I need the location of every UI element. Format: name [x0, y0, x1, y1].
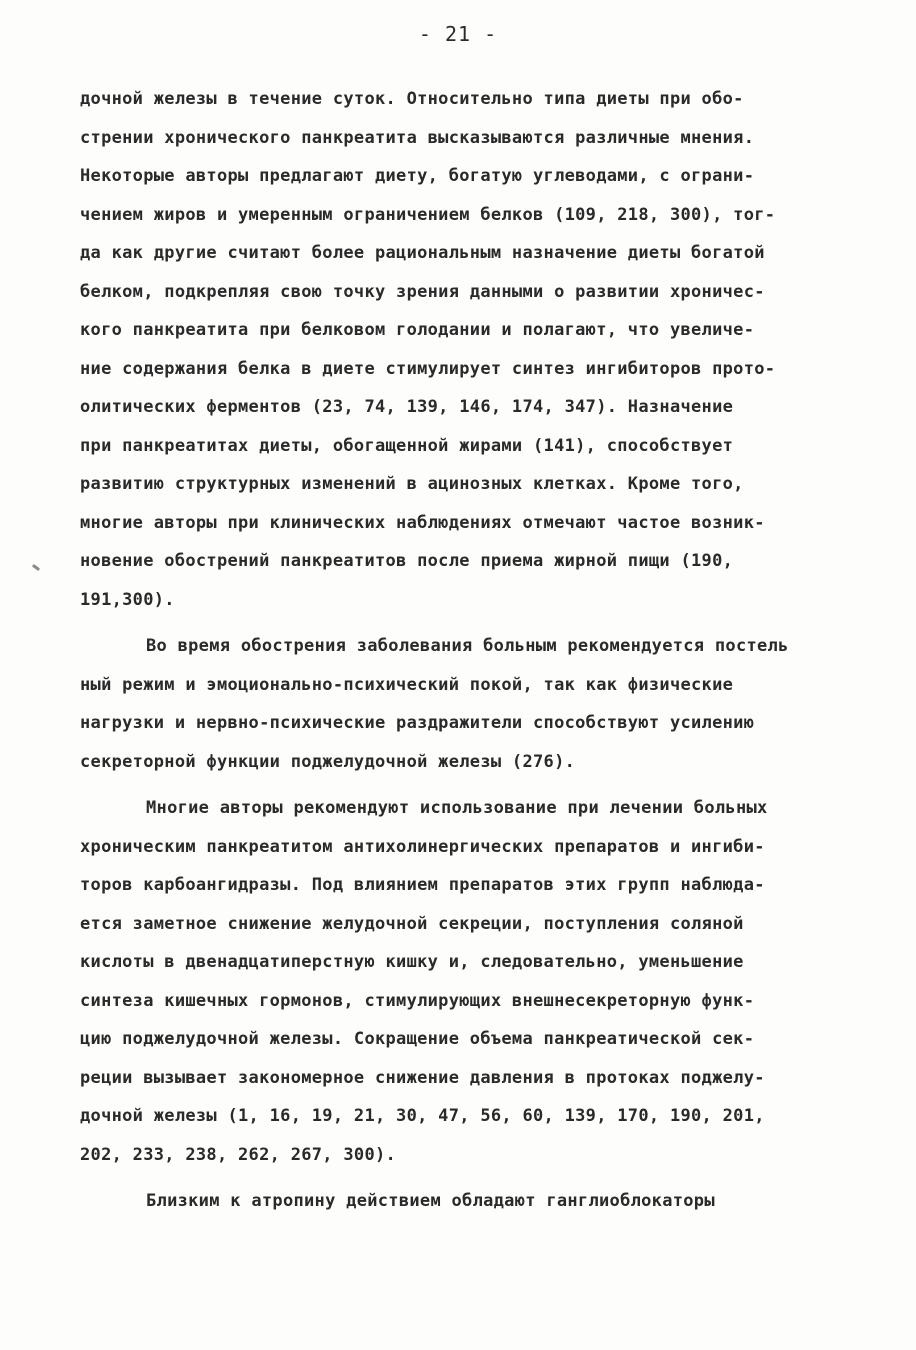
- text-line: Во время обострения заболевания больным рекомендуется постель: [146, 636, 789, 656]
- text-line: белком, подкрепляя свою точку зрения данными о развитии хроничес-: [80, 281, 765, 302]
- text-line: развитию структурных изменений в ацинозных клетках. Кроме того,: [80, 474, 744, 494]
- page-number: - 21 -: [418, 22, 498, 46]
- text-line: ние содержания белка в диете стимулирует синтез ингибиторов прото-: [80, 358, 776, 379]
- text-line: 191,300).: [80, 589, 175, 610]
- text-line: чением жиров и умеренным ограничением белков (109, 218, 300), тог-: [80, 204, 776, 225]
- text-line: кислоты в двенадцатиперстную кишку и, следовательно, уменьшение: [80, 952, 744, 972]
- text-line: новение обострений панкреатитов после приема жирной пищи (190,: [80, 551, 734, 571]
- paragraph: [80, 627, 880, 781]
- text-line: реции вызывает закономерное снижение давления в протоках поджелу-: [80, 1067, 765, 1088]
- text-line: стрении хронического панкреатита высказываются различные мнения.: [80, 127, 755, 148]
- paragraph: [80, 80, 880, 619]
- text-line: хроническим панкреатитом антихолинергических препаратов и ингиби-: [80, 836, 765, 857]
- text-line: Близким к атропину действием обладают ганглиоблокаторы: [146, 1191, 715, 1211]
- text-line: дочной железы (1, 16, 19, 21, 30, 47, 56, 60, 139, 170, 190, 201,: [80, 1106, 765, 1126]
- paragraph: [80, 789, 880, 1174]
- text-line: при панкреатитах диеты, обогащенной жирами (141), способствует: [80, 435, 734, 456]
- text-line: нагрузки и нервно-психические раздражители способствуют усилению: [80, 713, 755, 733]
- text-line: Некоторые авторы предлагают диету, богатую углеводами, с ограни-: [80, 166, 755, 186]
- text-line: 202, 233, 238, 262, 267, 300).: [80, 1144, 397, 1165]
- paragraph-gap: [80, 1174, 880, 1182]
- text-line: ный режим и эмоционально-психический покой, так как физические: [80, 674, 734, 695]
- paragraph-gap: [80, 619, 880, 627]
- scan-speck: [32, 564, 40, 571]
- text-line: секреторной функции поджелудочной железы (276).: [80, 751, 576, 772]
- paragraph-gap: [80, 781, 880, 789]
- text-line: ется заметное снижение желудочной секреции, поступления соляной: [80, 913, 744, 934]
- text-line: дочной железы в течение суток. Относительно типа диеты при обо-: [80, 89, 744, 109]
- text-line: торов карбоангидразы. Под влиянием препаратов этих групп наблюда-: [80, 875, 765, 895]
- text-line: синтеза кишечных гормонов, стимулирующих внешнесекреторную функ-: [80, 990, 755, 1011]
- text-line: Многие авторы рекомендуют использование при лечении больных: [146, 798, 768, 818]
- text-line: цию поджелудочной железы. Сокращение объема панкреатической сек-: [80, 1029, 755, 1049]
- text-line: да как другие считают более рациональным назначение диеты богатой: [80, 243, 765, 263]
- paragraph: [80, 1182, 880, 1221]
- text-line: кого панкреатита при белковом голодании и полагают, что увеличе-: [80, 320, 755, 340]
- text-line: олитических ферментов (23, 74, 139, 146, 174, 347). Назначение: [80, 397, 734, 417]
- text-line: многие авторы при клинических наблюдениях отмечают частое возник-: [80, 512, 765, 533]
- text-body: [80, 80, 880, 1221]
